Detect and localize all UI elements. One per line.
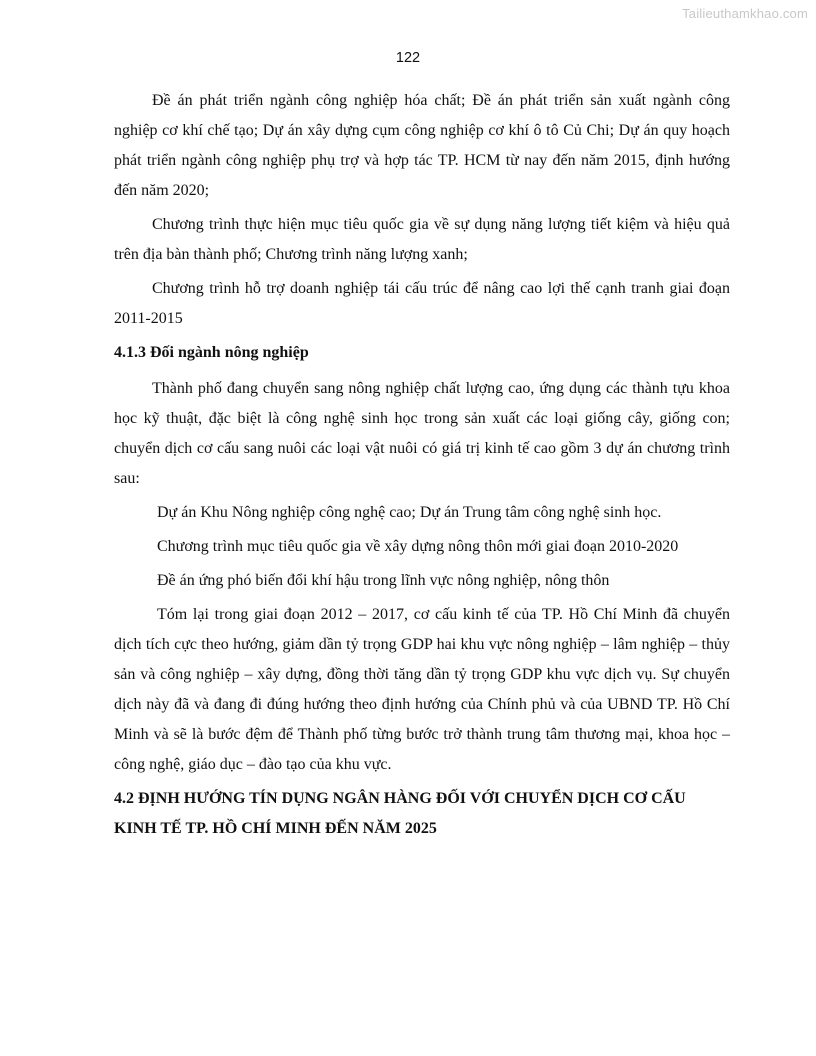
list-item-hightech-zone: Dự án Khu Nông nghiệp công nghệ cao; Dự án Trung tâm công nghệ sinh học. [157, 504, 662, 521]
watermark: Tailieuthamkhao.com [682, 6, 808, 21]
paragraph-agriculture-intro: Thành phố đang chuyển sang nông nghiệp chất lượng cao, ứng dụng các thành tựu khoa học kỹ thuật, đặc biệt là công nghệ sinh học trong sản xuất các loại giống cây, giống con; chuyển dịch cơ cấu sang nuôi các loại vật nuôi có giá trị kinh tế cao gồm 3 dự án chương trình sau: [114, 380, 730, 487]
paragraph-chemical-industry: Đề án phát triển ngành công nghiệp hóa chất; Đề án phát triển sản xuất ngành công nghiệp cơ khí chế tạo; Dự án xây dựng cụm công nghiệp cơ khí ô tô Củ Chi; Dự án quy hoạch phát triển ngành công nghiệp phụ trợ và hợp tác TP. HCM từ nay đến năm 2015, định hướng đến năm 2020; [114, 92, 730, 199]
page-number: 122 [395, 50, 421, 66]
list-item-climate-project: Đề án ứng phó biến đổi khí hậu trong lĩnh vực nông nghiệp, nông thôn [157, 572, 610, 589]
paragraph-summary: Tóm lại trong giai đoạn 2012 – 2017, cơ cấu kinh tế của TP. Hồ Chí Minh đã chuyển dịch tích cực theo hướng, giảm dần tỷ trọng GDP hai khu vực nông nghiệp – lâm nghiệp – thủy sản và công nghiệp – xây dựng, đồng thời tăng dần tỷ trọng GDP khu vực dịch vụ. Sự chuyển dịch này đã và đang đi đúng hướng theo định hướng của Chính phủ và của UBND TP. Hồ Chí Minh và sẽ là bước đệm để Thành phố từng bước trở thành trung tâm thương mại, khoa học – công nghệ, giáo dục – đào tạo của khu vực. [114, 606, 730, 773]
section-heading-4-2: 4.2 ĐỊNH HƯỚNG TÍN DỤNG NGÂN HÀNG ĐỐI VỚI CHUYỂN DỊCH CƠ CẤU KINH TẾ TP. HỒ CHÍ MINH ĐẾN NĂM 2025 [114, 790, 686, 837]
section-heading-4-1-3: 4.1.3 Đối ngành nông nghiệp [114, 344, 309, 361]
document-body [114, 86, 730, 844]
paragraph-enterprise-support: Chương trình hỗ trợ doanh nghiệp tái cấu trúc để nâng cao lợi thế cạnh tranh giai đoạn 2011-2015 [114, 280, 730, 327]
list-item-rural-program: Chương trình mục tiêu quốc gia về xây dựng nông thôn mới giai đoạn 2010-2020 [157, 538, 679, 555]
paragraph-energy-program: Chương trình thực hiện mục tiêu quốc gia về sự dụng năng lượng tiết kiệm và hiệu quả trên địa bàn thành phố; Chương trình năng lượng xanh; [114, 216, 730, 263]
